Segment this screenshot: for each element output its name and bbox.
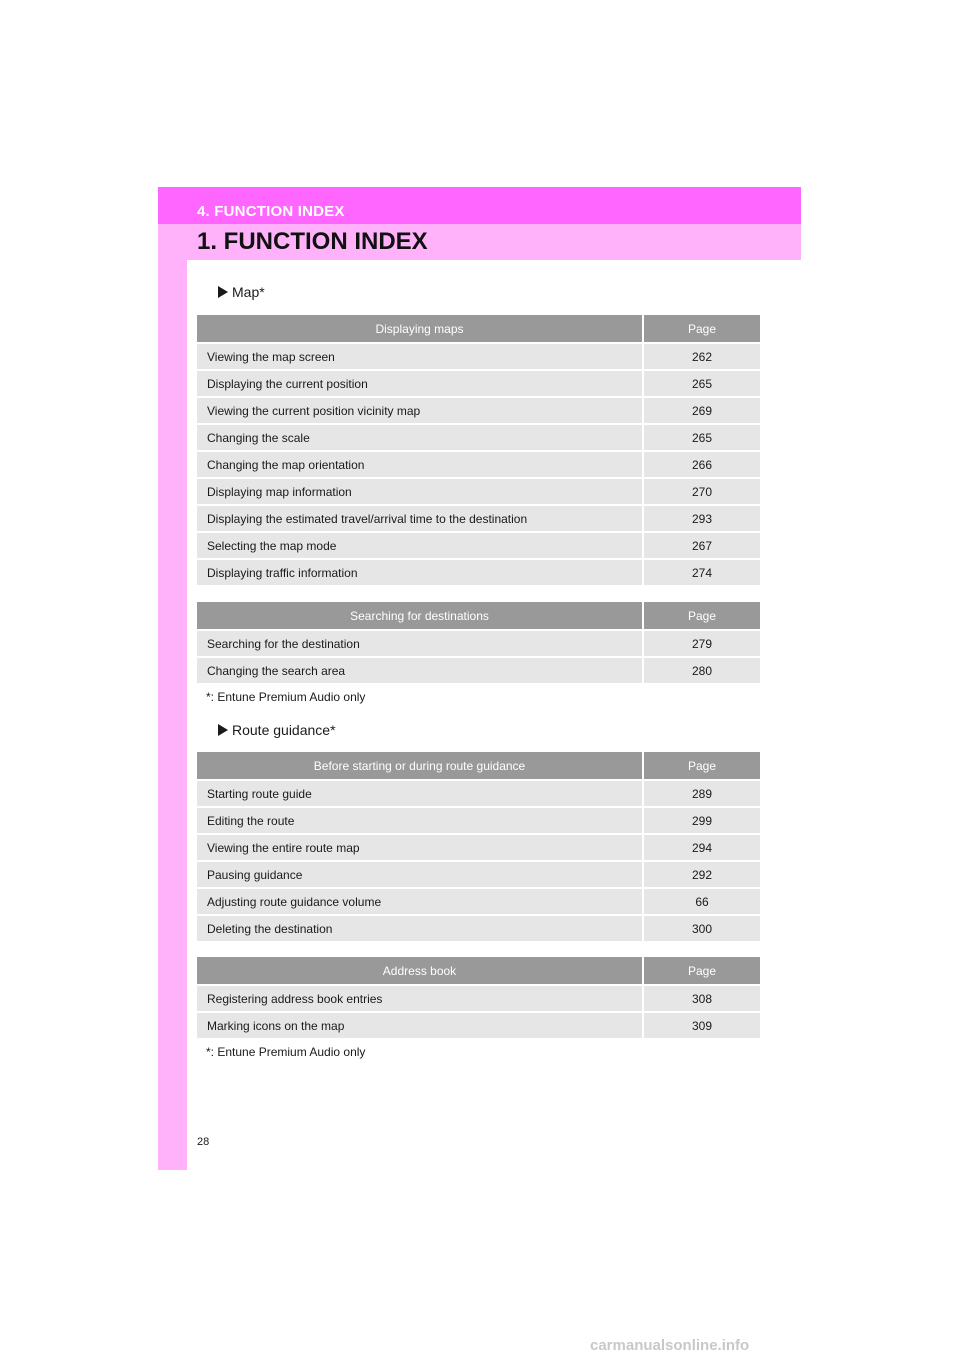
section-header: 4. FUNCTION INDEX — [197, 203, 345, 220]
table-row — [197, 478, 760, 505]
table-row — [197, 1012, 760, 1039]
footnote: *: Entune Premium Audio only — [206, 690, 366, 704]
page-cell: 265 — [643, 424, 760, 451]
topic-cell: Displaying the current position — [197, 370, 643, 397]
topic-cell: Viewing the entire route map — [197, 834, 643, 861]
table-header-row — [197, 315, 760, 343]
triangle-bullet-icon — [218, 724, 228, 736]
page-cell: 270 — [643, 478, 760, 505]
table-row — [197, 630, 760, 657]
topic-cell: Changing the map orientation — [197, 451, 643, 478]
table-row — [197, 807, 760, 834]
table-row — [197, 397, 760, 424]
page-cell: 293 — [643, 505, 760, 532]
table-row — [197, 657, 760, 684]
page-cell: 274 — [643, 559, 760, 586]
table-row — [197, 861, 760, 888]
table-address-book — [197, 957, 760, 1040]
page-cell: 262 — [643, 343, 760, 370]
table-row — [197, 451, 760, 478]
page-number: 28 — [197, 1136, 210, 1148]
column-header-page: Page — [643, 315, 760, 343]
table-searching-destinations — [197, 602, 760, 685]
topic-cell: Starting route guide — [197, 780, 643, 807]
column-header-topic: Address book — [197, 957, 643, 985]
table-row — [197, 424, 760, 451]
table-row — [197, 834, 760, 861]
topic-cell: Displaying traffic information — [197, 559, 643, 586]
page-cell: 280 — [643, 657, 760, 684]
table-row — [197, 370, 760, 397]
topic-cell: Viewing the map screen — [197, 343, 643, 370]
page-cell: 267 — [643, 532, 760, 559]
section-heading-route — [218, 722, 336, 738]
topic-cell: Deleting the destination — [197, 915, 643, 942]
topic-cell: Changing the scale — [197, 424, 643, 451]
page-cell: 66 — [643, 888, 760, 915]
page-cell: 300 — [643, 915, 760, 942]
topic-cell: Searching for the destination — [197, 630, 643, 657]
topic-cell: Displaying map information — [197, 478, 643, 505]
topic-cell: Marking icons on the map — [197, 1012, 643, 1039]
topic-cell: Registering address book entries — [197, 985, 643, 1012]
page-cell: 309 — [643, 1012, 760, 1039]
side-tab-bar — [158, 187, 187, 1170]
section-heading-label: Map* — [232, 284, 265, 300]
page-cell: 269 — [643, 397, 760, 424]
page-cell: 279 — [643, 630, 760, 657]
page-cell: 289 — [643, 780, 760, 807]
topic-cell: Editing the route — [197, 807, 643, 834]
page-cell: 292 — [643, 861, 760, 888]
table-row — [197, 343, 760, 370]
section-heading-map — [218, 284, 265, 300]
table-row — [197, 780, 760, 807]
page-cell: 308 — [643, 985, 760, 1012]
column-header-topic: Searching for destinations — [197, 602, 643, 630]
watermark: carmanualsonline.info — [590, 1337, 750, 1354]
table-header-row — [197, 752, 760, 780]
table-row — [197, 505, 760, 532]
page-cell: 294 — [643, 834, 760, 861]
table-row — [197, 915, 760, 942]
table-header-row — [197, 602, 760, 630]
footnote: *: Entune Premium Audio only — [206, 1045, 366, 1059]
topic-cell: Changing the search area — [197, 657, 643, 684]
column-header-topic: Displaying maps — [197, 315, 643, 343]
section-heading-label: Route guidance* — [232, 722, 336, 738]
page-cell: 265 — [643, 370, 760, 397]
table-row — [197, 985, 760, 1012]
topic-cell: Viewing the current position vicinity map — [197, 397, 643, 424]
table-row — [197, 532, 760, 559]
column-header-page: Page — [643, 957, 760, 985]
column-header-page: Page — [643, 752, 760, 780]
column-header-page: Page — [643, 602, 760, 630]
topic-cell: Adjusting route guidance volume — [197, 888, 643, 915]
topic-cell: Pausing guidance — [197, 861, 643, 888]
triangle-bullet-icon — [218, 286, 228, 298]
page-title: 1. FUNCTION INDEX — [197, 228, 428, 255]
column-header-topic: Before starting or during route guidance — [197, 752, 643, 780]
table-row — [197, 888, 760, 915]
topic-cell: Displaying the estimated travel/arrival time to the destination — [197, 505, 643, 532]
table-displaying-maps — [197, 315, 760, 587]
table-route-guidance — [197, 752, 760, 943]
page-cell: 266 — [643, 451, 760, 478]
page-cell: 299 — [643, 807, 760, 834]
table-row — [197, 559, 760, 586]
table-header-row — [197, 957, 760, 985]
topic-cell: Selecting the map mode — [197, 532, 643, 559]
